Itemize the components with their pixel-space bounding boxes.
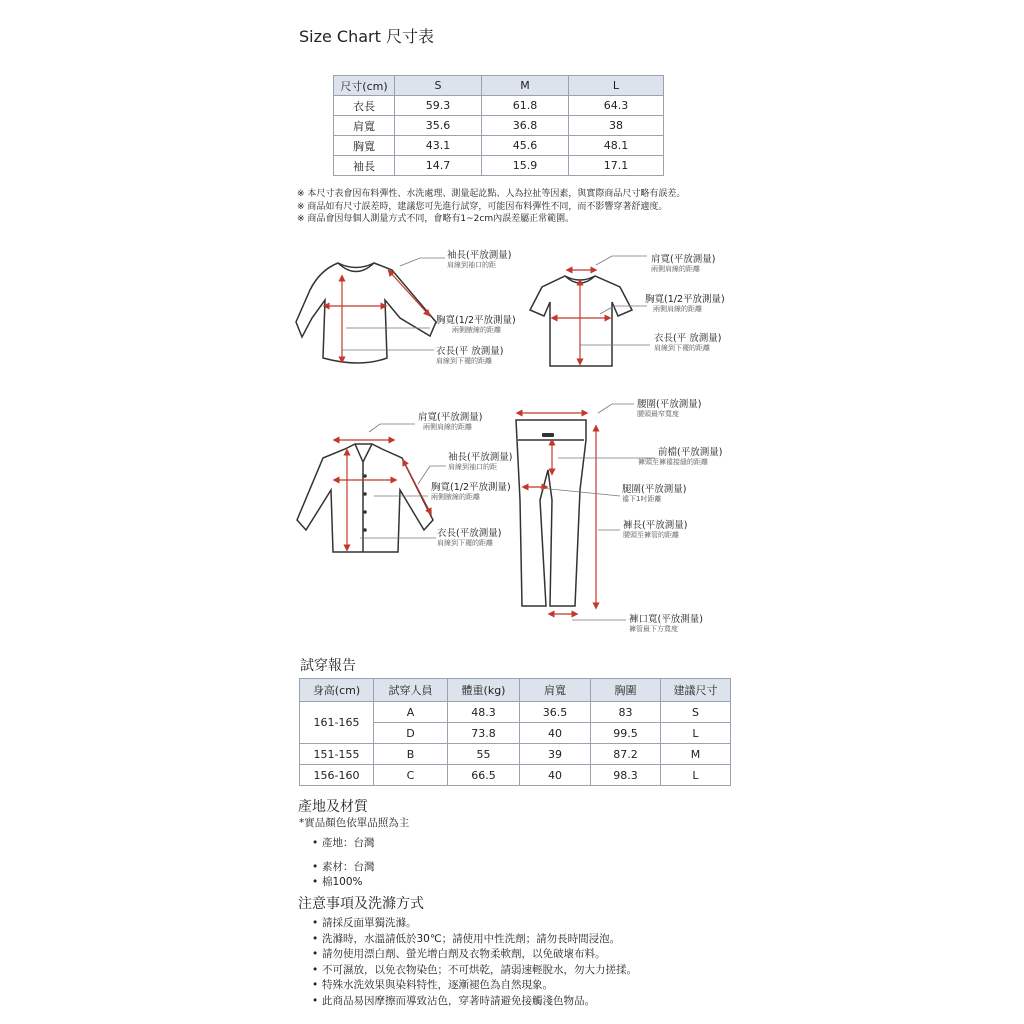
- table-cell: 43.1: [395, 136, 482, 156]
- list-item: • 棉100%: [312, 875, 375, 891]
- label-pants-rise: 前檔(平放測量) 褲頭至褲襠接縫的距離: [638, 447, 723, 466]
- label-raglan-chest: 胸寬(1/2平放測量) 兩側腋線的距離: [436, 315, 516, 334]
- table-cell: A: [374, 702, 448, 723]
- list-item: • 洗滌時，水溫請低於30℃；請使用中性洗劑；請勿長時間浸泡。: [312, 932, 637, 948]
- label-raglan-length: 衣長(平 放測量) 肩線到下襬的距離: [436, 346, 504, 365]
- row-label: 衣長: [334, 96, 395, 116]
- height-cell: 161-165: [300, 702, 374, 744]
- raglan-top-icon: [296, 263, 436, 363]
- label-shirt-sleeve: 袖長(平放測量) 肩線到袖口的距: [448, 452, 513, 471]
- column-header: 胸圍: [591, 679, 661, 702]
- column-header: 尺寸(cm): [334, 76, 395, 96]
- row-label: 肩寬: [334, 116, 395, 136]
- table-cell: 36.5: [520, 702, 591, 723]
- origin-list: [312, 836, 375, 891]
- table-cell: 55: [448, 744, 520, 765]
- column-header: L: [569, 76, 664, 96]
- list-item: • 產地：台灣: [312, 836, 375, 852]
- label-shirt-shoulder: 肩寬(平放測量) 兩側肩線的距離: [418, 412, 483, 431]
- table-cell: 39: [520, 744, 591, 765]
- pants-icon: [516, 420, 586, 606]
- table-cell: 35.6: [395, 116, 482, 136]
- table-row: [300, 744, 731, 765]
- column-header: 肩寬: [520, 679, 591, 702]
- label-shirt-length: 衣長(平放測量) 肩線到下襬的距離: [437, 528, 502, 547]
- table-cell: 61.8: [482, 96, 569, 116]
- note-line: ※ 商品會因每個人測量方式不同，會略有1~2cm內誤差屬正常範圍。: [297, 214, 575, 224]
- table-cell: M: [661, 744, 731, 765]
- column-header: S: [395, 76, 482, 96]
- table-cell: 66.5: [448, 765, 520, 786]
- list-item: • 不可濕放，以免衣物染色；不可烘乾，請弱速輕脫水，勿大力搓揉。: [312, 963, 637, 979]
- label-pants-length: 褲長(平放測量) 腰頭至褲管的距離: [623, 520, 688, 539]
- fit-report-title: 試穿報告: [300, 658, 356, 674]
- column-header: M: [482, 76, 569, 96]
- origin-title: 產地及材質: [298, 799, 368, 815]
- leader-lines: [342, 256, 655, 620]
- table-cell: 17.1: [569, 156, 664, 176]
- tshirt-icon: [530, 276, 632, 366]
- label-shirt-chest: 胸寬(1/2平放測量) 兩側腋線的距離: [431, 482, 511, 501]
- table-cell: 45.6: [482, 136, 569, 156]
- table-cell: 98.3: [591, 765, 661, 786]
- label-raglan-sleeve: 袖長(平放測量) 肩線到袖口的距: [447, 250, 512, 269]
- origin-note: *實品顏色依單品照為主: [299, 817, 410, 829]
- label-pants-thigh: 腿圍(平放測量) 襠下1吋距離: [622, 484, 687, 503]
- care-list: [312, 916, 637, 1009]
- table-cell: C: [374, 765, 448, 786]
- column-header: 建議尺寸: [661, 679, 731, 702]
- table-cell: 83: [591, 702, 661, 723]
- care-title: 注意事項及洗滌方式: [298, 896, 424, 912]
- table-cell: 15.9: [482, 156, 569, 176]
- label-tee-chest: 胸寬(1/2平放測量) 兩側肩線的距離: [645, 294, 725, 313]
- row-label: 胸寬: [334, 136, 395, 156]
- fit-report-table: [299, 678, 731, 786]
- table-cell: L: [661, 765, 731, 786]
- table-cell: 14.7: [395, 156, 482, 176]
- list-item: • 特殊水洗效果與染料特性，逐漸褪色為自然現象。: [312, 978, 637, 994]
- table-cell: 40: [520, 765, 591, 786]
- height-cell: 151-155: [300, 744, 374, 765]
- label-tee-shoulder: 肩寬(平放測量) 兩側肩線的距離: [651, 254, 716, 273]
- table-cell: 36.8: [482, 116, 569, 136]
- table-cell: 73.8: [448, 723, 520, 744]
- column-header: 身高(cm): [300, 679, 374, 702]
- height-cell: 156-160: [300, 765, 374, 786]
- table-cell: 99.5: [591, 723, 661, 744]
- table-cell: 40: [520, 723, 591, 744]
- size-chart-title: Size Chart 尺寸表: [299, 27, 434, 46]
- table-cell: 64.3: [569, 96, 664, 116]
- shirt-icon: [297, 444, 433, 552]
- table-row: [300, 702, 731, 723]
- note-line: ※ 本尺寸表會因布料彈性、水洗處理、測量起訖點、人為拉扯等因素，與實際商品尺寸略有誤差。: [297, 189, 686, 199]
- table-cell: 59.3: [395, 96, 482, 116]
- table-cell: 38: [569, 116, 664, 136]
- label-tee-length: 衣長(平 放測量) 肩線到下襬的距離: [654, 333, 722, 352]
- row-label: 袖長: [334, 156, 395, 176]
- list-item: • 素材：台灣: [312, 860, 375, 876]
- label-pants-waist: 腰圍(平放測量) 腰頭最窄寬度: [637, 399, 702, 418]
- column-header: 試穿人員: [374, 679, 448, 702]
- table-cell: D: [374, 723, 448, 744]
- table-cell: B: [374, 744, 448, 765]
- table-cell: 48.3: [448, 702, 520, 723]
- label-pants-hem: 褲口寬(平放測量) 褲管最下方寬度: [629, 614, 703, 633]
- note-line: ※ 商品如有尺寸誤差時，建議您可先進行試穿，可能因布料彈性不同，而不影響穿著舒適度。: [297, 201, 668, 212]
- table-cell: L: [661, 723, 731, 744]
- table-header-row: [300, 679, 731, 702]
- list-item: • 請勿使用漂白劑、螢光增白劑及衣物柔軟劑，以免破壞布料。: [312, 947, 637, 963]
- table-cell: 87.2: [591, 744, 661, 765]
- list-item: • 請採反面單獨洗滌。: [312, 916, 637, 932]
- table-cell: 48.1: [569, 136, 664, 156]
- table-cell: S: [661, 702, 731, 723]
- column-header: 體重(kg): [448, 679, 520, 702]
- table-row: [300, 765, 731, 786]
- list-item: • 此商品易因摩擦而導致沾色，穿著時請避免接觸淺色物品。: [312, 994, 637, 1010]
